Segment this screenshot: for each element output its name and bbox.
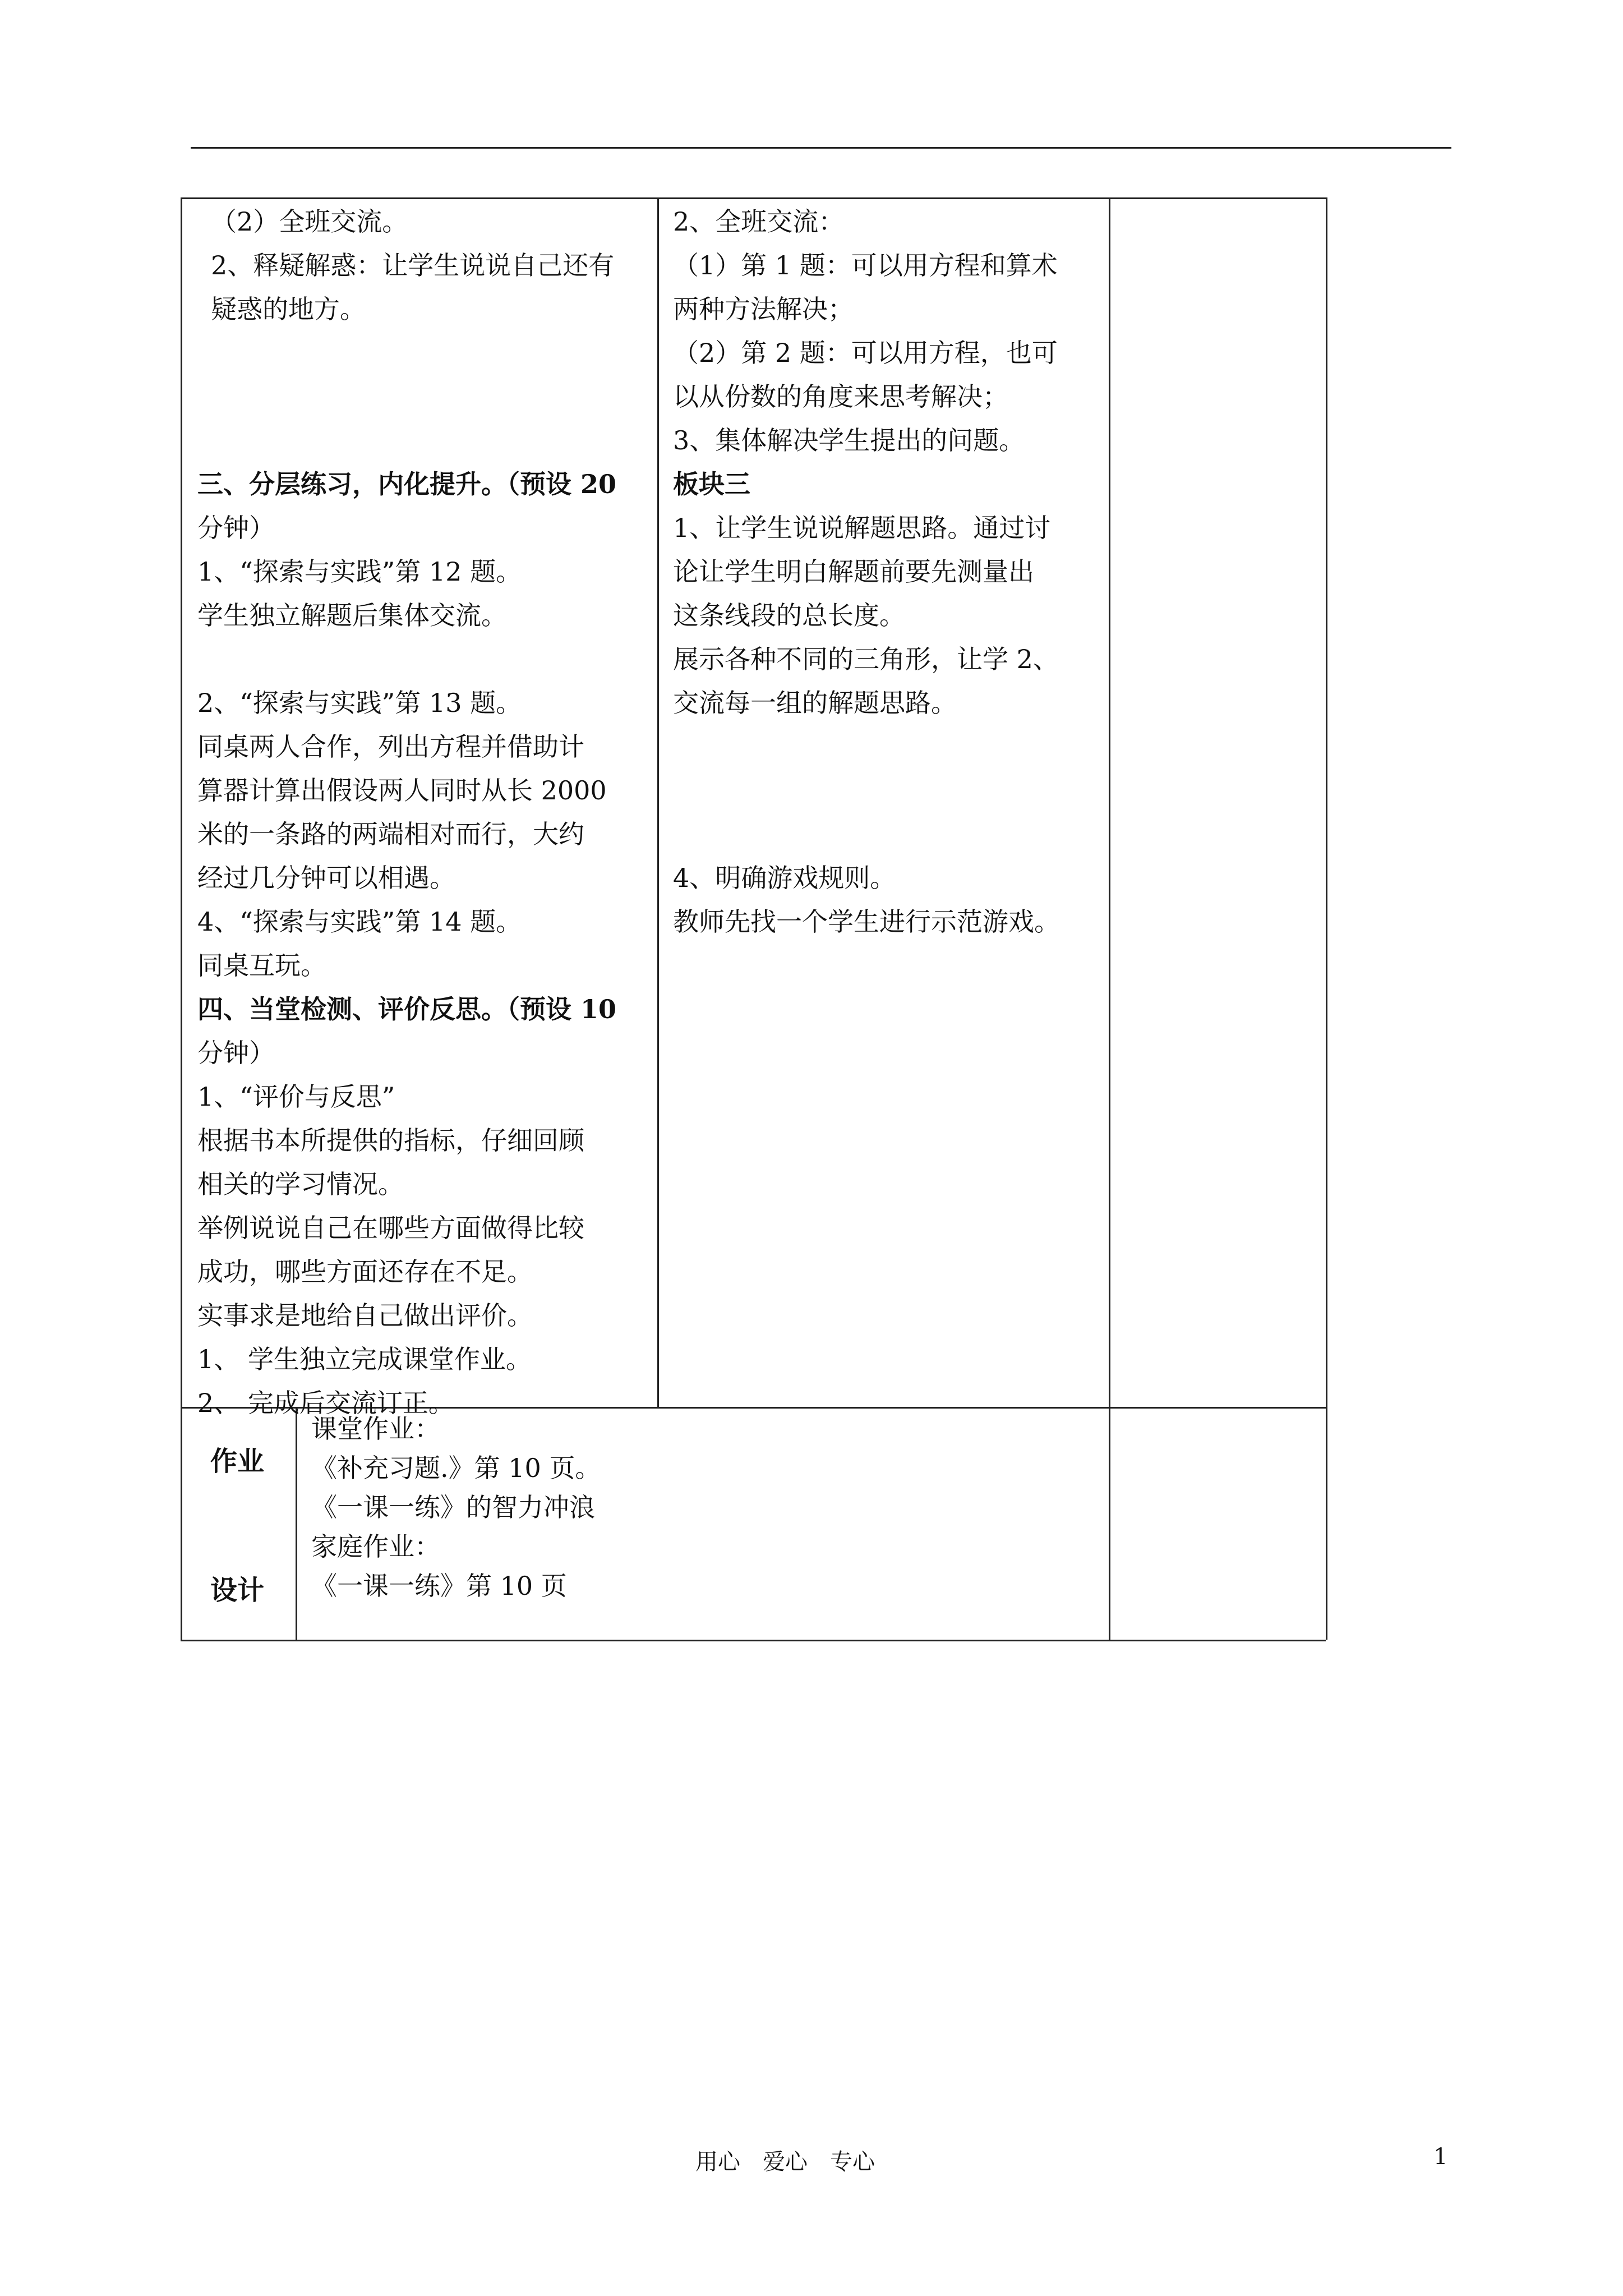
- section-heading: 三、分层练习，内化提升。（预设 20: [197, 469, 617, 499]
- text-line: 举例说说自己在哪些方面做得比较: [197, 1213, 584, 1243]
- text-line: 教师先找一个学生进行示范游戏。: [673, 907, 1060, 937]
- text-line: [197, 331, 649, 375]
- text-line: 这条线段的总长度。: [673, 600, 905, 631]
- text-line: 家庭作业：: [311, 1531, 440, 1562]
- text-line: 学生独立解题后集体交流。: [197, 600, 507, 631]
- table-top-border: [181, 197, 1326, 199]
- text-line: 交流每一组的解题思路。: [673, 688, 957, 718]
- table-column-divider: [1109, 197, 1110, 1640]
- text-line: （2）全班交流。: [211, 206, 408, 237]
- text-line: 相关的学习情况。: [197, 1169, 404, 1199]
- text-line: 2、释疑解惑：让学生说说自己还有: [211, 250, 615, 280]
- teaching-steps-cell: [197, 200, 649, 1425]
- text-line: 展示各种不同的三角形，让学 2、: [673, 644, 1059, 674]
- text-line: 《一课一练》的智力冲浪: [311, 1492, 595, 1522]
- text-line: 疑惑的地方。: [211, 294, 366, 324]
- text-line: 4、“探索与实践”第 14 题。: [197, 907, 522, 937]
- text-line: 论让学生明白解题前要先测量出: [673, 556, 1034, 587]
- page-number: 1: [1433, 2144, 1448, 2170]
- text-line: 1、“评价与反思”: [197, 1082, 395, 1112]
- homework-cell: [311, 1409, 1102, 1605]
- text-line: 1、“探索与实践”第 12 题。: [197, 556, 522, 587]
- text-line: [673, 725, 1105, 769]
- text-line: 算器计算出假设两人同时从长 2000: [197, 775, 607, 806]
- text-line: 4、明确游戏规则。: [673, 863, 896, 893]
- footer-motto: 用心 爱心 专心: [695, 2149, 875, 2175]
- text-line: 经过几分钟可以相遇。: [197, 863, 455, 893]
- homework-label-bottom: 设计: [210, 1575, 265, 1606]
- text-line: 《一课一练》第 10 页: [311, 1571, 567, 1601]
- text-line: 分钟）: [197, 513, 275, 543]
- homework-label-divider: [296, 1407, 297, 1640]
- student-activities-cell: [673, 200, 1105, 944]
- text-line: 课堂作业：: [311, 1414, 440, 1444]
- table-left-border: [181, 197, 182, 1640]
- text-line: 2、 完成后交流订正。: [197, 1388, 454, 1418]
- section-heading: 四、当堂检测、评价反思。（预设 10: [197, 994, 617, 1024]
- text-line: 实事求是地给自己做出评价。: [197, 1300, 533, 1331]
- text-line: 成功，哪些方面还存在不足。: [197, 1257, 533, 1287]
- text-line: 2、“探索与实践”第 13 题。: [197, 688, 522, 718]
- table-right-border: [1326, 197, 1327, 1640]
- text-line: 1、让学生说说解题思路。通过讨: [673, 513, 1051, 543]
- section-heading: 板块三: [673, 469, 750, 499]
- text-line: [197, 418, 649, 462]
- homework-label-top: 作业: [210, 1446, 265, 1477]
- text-line: [197, 637, 649, 681]
- text-line: [197, 375, 649, 418]
- text-line: 3、集体解决学生提出的问题。: [673, 425, 1025, 455]
- text-line: 2、全班交流：: [673, 206, 845, 237]
- text-line: 分钟）: [197, 1038, 275, 1068]
- text-line: [673, 812, 1105, 856]
- text-line: 以从份数的角度来思考解决；: [673, 381, 1008, 412]
- text-line: [673, 769, 1105, 812]
- text-line: 根据书本所提供的指标，仔细回顾: [197, 1125, 584, 1156]
- header-rule: [191, 147, 1451, 149]
- table-column-divider: [657, 197, 659, 1407]
- text-line: 米的一条路的两端相对而行，大约: [197, 819, 584, 849]
- text-line: （1）第 1 题：可以用方程和算术: [673, 250, 1058, 280]
- text-line: 《补充习题.》第 10 页。: [311, 1453, 601, 1483]
- text-line: 两种方法解决；: [673, 294, 854, 324]
- text-line: 同桌两人合作，列出方程并借助计: [197, 731, 584, 762]
- table-bottom-border: [181, 1640, 1326, 1641]
- text-line: 同桌互玩。: [197, 950, 326, 981]
- text-line: 1、 学生独立完成课堂作业。: [197, 1344, 532, 1374]
- text-line: （2）第 2 题：可以用方程，也可: [673, 338, 1058, 368]
